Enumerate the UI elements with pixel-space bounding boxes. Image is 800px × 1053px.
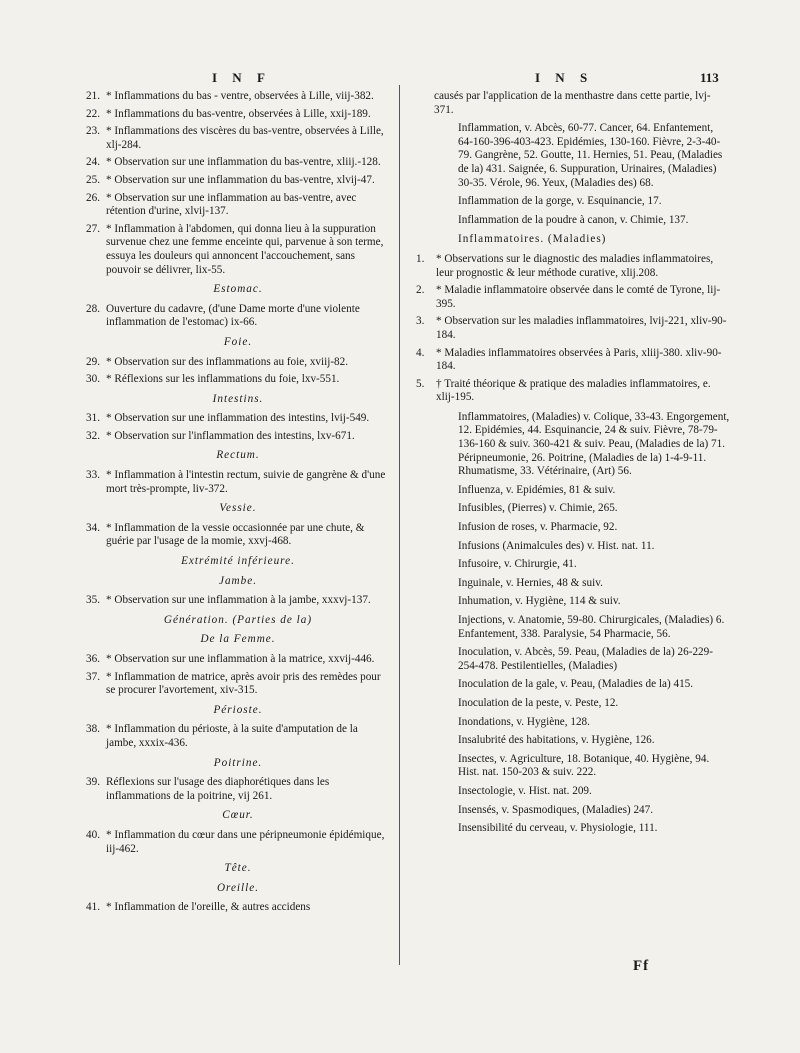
list-item	[88, 776, 388, 803]
entry-text: * Inflammation à l'intestin rectum, suivie de gangrène & d'une mort très-prompte, liv-372.	[106, 469, 386, 495]
column-divider	[399, 85, 400, 965]
entry-number: 34.	[86, 521, 100, 534]
left-entry-list	[88, 90, 388, 277]
entry-text: * Inflammation de l'oreille, & autres accidens	[106, 901, 311, 914]
list-item	[88, 223, 388, 277]
index-entry-insectes: Insectes, v. Agriculture, 18. Botanique, 40. Hygiène, 94. Hist. nat. 150-203 & suiv. 222.	[458, 752, 710, 779]
signature-mark: Ff	[633, 958, 650, 974]
index-entry-inondations: Inondations, v. Hygiène, 128.	[458, 715, 590, 728]
section-heading-perioste: Périoste.	[213, 703, 263, 716]
list-item	[88, 653, 388, 667]
section-heading-generation: Génération. (Parties de la)	[163, 613, 313, 626]
list-item	[88, 156, 388, 170]
list-item	[88, 522, 388, 549]
list-item	[88, 174, 388, 188]
entry-number: 5.	[416, 377, 425, 390]
entry-text: * Maladie inflammatoire observée dans le comté de Tyrone, lij-395.	[436, 284, 721, 310]
list-item	[88, 373, 388, 387]
index-entry-infusions: Infusions (Animalcules des) v. Hist. nat. 11.	[458, 539, 655, 552]
continuation-text: causés par l'application de la menthastre dans cette partie, lvj-371.	[434, 90, 711, 116]
entry-number: 32.	[86, 429, 100, 442]
index-entry-insensibilite: Insensibilité du cerveau, v. Physiologie, 111.	[458, 822, 658, 835]
list-item	[88, 125, 388, 152]
index-entry-gorge: Inflammation de la gorge, v. Esquinancie, 17.	[458, 195, 662, 208]
section-heading-poitrine: Poitrine.	[213, 756, 263, 769]
entry-number: 27.	[86, 222, 100, 235]
entry-text: * Observation sur une inflammation au bas-ventre, avec rétention d'urine, xlvij-137.	[106, 191, 357, 218]
entry-text: * Inflammations du bas - ventre, observées à Lille, viij-382.	[106, 90, 374, 102]
list-item	[418, 378, 730, 405]
list-item	[418, 253, 730, 280]
entry-text: † Traité théorique & pratique des maladies inflammatoires, e. xlij-195.	[436, 377, 711, 404]
entry-text: * Observation sur des inflammations au foie, xviij-82.	[106, 355, 349, 368]
section-heading-rectum: Rectum.	[216, 449, 260, 462]
entry-text: * Observation sur une inflammation des intestins, lvij-549.	[106, 412, 370, 425]
entry-number: 21.	[86, 90, 100, 102]
entry-text: Réflexions sur l'usage des diaphorétiques dans les inflammations de la poitrine, vij 261.	[106, 776, 330, 802]
entry-number: 38.	[86, 723, 100, 736]
list-item	[88, 108, 388, 122]
entry-text: * Inflammation à l'abdomen, qui donna lieu à la suppuration survenue chez une femme enceinte qui, parvenue à son terme, essuya les douleurs qui annoncent l'accouchement, sans pouvoir se délivrer, lix-55.	[106, 222, 384, 276]
entry-number: 24.	[86, 156, 100, 169]
entry-number: 28.	[86, 302, 100, 315]
entry-number: 36.	[86, 653, 100, 665]
section-heading-foie: Foie.	[223, 335, 253, 348]
section-heading-estomac: Estomac.	[213, 283, 263, 296]
index-entry-insectologie: Insectologie, v. Hist. nat. 209.	[458, 784, 592, 797]
list-item	[88, 90, 388, 104]
index-entry-inflammation: Inflammation, v. Abcès, 60-77. Cancer, 64. Enfantement, 64-160-396-403-423. Epidémies, 130-160. Fièvre, 2-3-40-79. Gangrène, 52. Goutte, 11. Hernies, 51. Peau, (Maladies de la) 431. Saignée, 6. Suppuration, Urinaires, (Maladies) 30-35. Vérole, 96. Yeux, (Maladies des) 68.	[458, 122, 723, 189]
list-item	[88, 303, 388, 330]
entry-number: 29.	[86, 355, 100, 368]
section-heading-vessie: Vessie.	[219, 502, 257, 515]
index-entry-infusion: Infusion de roses, v. Pharmacie, 92.	[458, 521, 618, 534]
entry-number: 30.	[86, 373, 100, 386]
index-entry-influenza: Influenza, v. Epidémies, 81 & suiv.	[458, 483, 616, 496]
page-number: 113	[700, 70, 719, 85]
entry-number: 26.	[86, 191, 100, 204]
index-entry-insalubrite: Insalubrité des habitations, v. Hygiène, 126.	[458, 734, 655, 747]
entry-text: * Observation sur une inflammation du bas-ventre, xliij.-128.	[106, 156, 381, 169]
section-heading-inflammatoires: Inflammatoires. (Maladies)	[458, 233, 607, 246]
index-entry-poudre: Inflammation de la poudre à canon, v. Chimie, 137.	[458, 213, 689, 226]
list-item	[88, 901, 388, 915]
index-entry-insenses: Insensés, v. Spasmodiques, (Maladies) 247.	[458, 803, 654, 816]
entry-text: * Réflexions sur les inflammations du foie, lxv-551.	[106, 373, 340, 386]
entry-number: 2.	[416, 284, 425, 297]
entry-number: 37.	[86, 670, 100, 683]
entry-number: 25.	[86, 173, 100, 186]
list-item	[88, 192, 388, 219]
entry-text: * Inflammation du périoste, à la suite d'amputation de la jambe, xxxix-436.	[106, 723, 358, 749]
index-entry-inoculation: Inoculation, v. Abcès, 59. Peau, (Maladies de la) 26-229-254-478. Pestilentielles, (Maladies)	[458, 646, 713, 672]
entry-text: * Inflammations des viscères du bas-ventre, observées à Lille, xlj-284.	[106, 125, 384, 151]
list-item	[88, 412, 388, 426]
list-item	[88, 829, 388, 856]
entry-number: 35.	[86, 594, 100, 607]
entry-number: 41.	[86, 901, 100, 914]
section-heading-oreille: Oreille.	[216, 881, 260, 894]
right-column	[418, 90, 730, 841]
entry-text: * Inflammations du bas-ventre, observées à Lille, xxij-189.	[106, 107, 371, 120]
entry-text: * Inflammation de la vessie occasionnée par une chute, & guérie par l'usage de la momie, xxvj-468.	[106, 521, 365, 548]
entry-text: * Inflammation de matrice, après avoir pris des remèdes pour se procurer l'avortement, xiv-315.	[106, 670, 381, 697]
entry-text: * Observation sur une inflammation du bas-ventre, xlvij-47.	[106, 173, 375, 186]
section-heading-tete: Tête.	[224, 862, 252, 875]
index-entry-inflammatoires: Inflammatoires, (Maladies) v. Colique, 33-43. Engorgement, 12. Epidémies, 44. Esquinancie, 24 & suiv. Fièvre, 78-79-136-160 & suiv. 360-421 & suiv. Peau, (Maladies de la) 71. Péripneumonie, 26. Poitrine, (Maladies de la) 1-4-9-11. Rhumatisme, 33. Vétérinaire, (Art) 56.	[458, 410, 730, 478]
section-heading-intestins: Intestins.	[212, 392, 264, 405]
index-entry-inguinale: Inguinale, v. Hernies, 48 & suiv.	[458, 576, 603, 589]
entry-text: * Observation sur l'inflammation des intestins, lxv-671.	[106, 429, 355, 442]
list-item	[418, 315, 730, 342]
list-item	[88, 430, 388, 444]
left-column	[88, 90, 388, 919]
list-item	[418, 347, 730, 374]
entry-number: 39.	[86, 776, 100, 789]
entry-text: * Observations sur le diagnostic des maladies inflammatoires, leur prognostic & leur méthode curative, xlij.208.	[436, 252, 714, 279]
entry-number: 23.	[86, 125, 100, 138]
entry-number: 40.	[86, 828, 100, 841]
index-entry-inoculation-peste: Inoculation de la peste, v. Peste, 12.	[458, 696, 619, 709]
list-item	[88, 469, 388, 496]
index-entry-inoculation-gale: Inoculation de la gale, v. Peau, (Maladies de la) 415.	[458, 678, 694, 691]
index-entry-infusoire: Infusoire, v. Chirurgie, 41.	[458, 558, 577, 571]
entry-number: 33.	[86, 469, 100, 482]
entry-text: * Inflammation du cœur dans une péripneumonie épidémique, iij-462.	[106, 828, 385, 855]
entry-text: * Maladies inflammatoires observées à Paris, xliij-380. xliv-90-184.	[436, 346, 722, 373]
section-heading-coeur: Cœur.	[222, 809, 254, 822]
list-item	[88, 594, 388, 608]
list-item	[418, 284, 730, 311]
running-head-left: I N F	[212, 70, 271, 85]
entry-text: * Observation sur une inflammation à la jambe, xxxvj-137.	[106, 594, 371, 607]
index-entry-infusibles: Infusibles, (Pierres) v. Chimie, 265.	[458, 502, 618, 515]
entry-number: 3.	[416, 315, 425, 328]
list-item	[88, 723, 388, 750]
section-heading-femme: De la Femme.	[200, 633, 276, 646]
entry-number: 31.	[86, 412, 100, 425]
section-heading-jambe: Jambe.	[219, 574, 257, 587]
entry-text: * Observation sur une inflammation à la matrice, xxvij-446.	[106, 653, 375, 665]
entry-text: * Observation sur les maladies inflammatoires, lvij-221, xliv-90-184.	[436, 315, 727, 341]
list-item	[88, 356, 388, 370]
running-head-center: I N S	[535, 70, 594, 85]
index-entry-inhumation: Inhumation, v. Hygiène, 114 & suiv.	[458, 595, 621, 608]
index-entry-injections: Injections, v. Anatomie, 59-80. Chirurgicales, (Maladies) 6. Enfantement, 338. Paralysie, 54 Pharmacie, 56.	[458, 614, 725, 640]
entry-number: 22.	[86, 107, 100, 120]
list-item	[88, 671, 388, 698]
entry-number: 4.	[416, 346, 425, 359]
entry-text: Ouverture du cadavre, (d'une Dame morte d'une violente inflammation de l'estomac) ix-66.	[106, 302, 360, 329]
entry-number: 1.	[416, 252, 425, 265]
section-heading-extremite: Extrémité inférieure.	[181, 555, 295, 568]
